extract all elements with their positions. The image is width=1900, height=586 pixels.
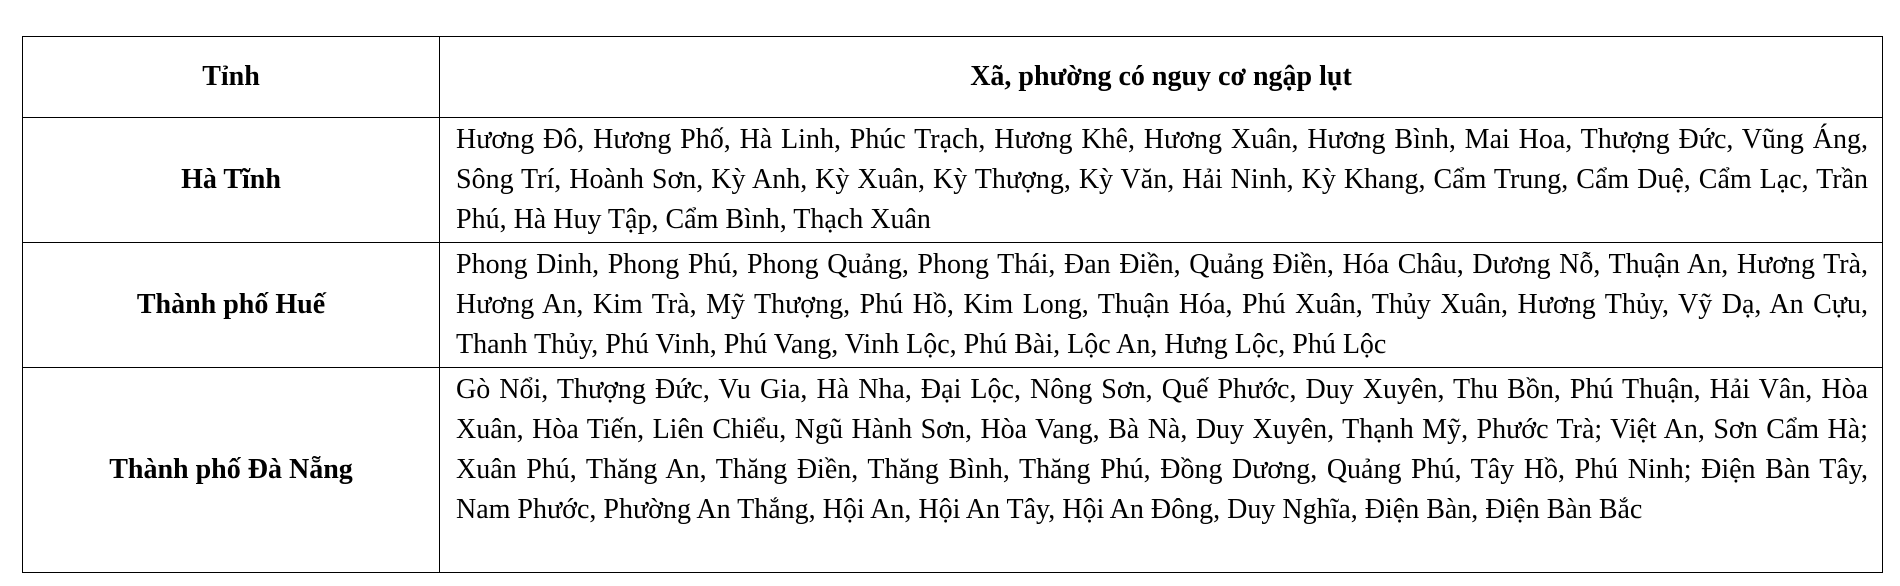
- table-row: [23, 243, 1883, 368]
- table-header-row: [23, 37, 1883, 118]
- header-wards: Xã, phường có nguy cơ ngập lụt: [440, 37, 1883, 118]
- province-cell: Thành phố Đà Nẵng: [23, 368, 440, 573]
- flood-risk-table: [22, 36, 1883, 573]
- province-cell: Hà Tĩnh: [23, 118, 440, 243]
- header-province: Tỉnh: [23, 37, 440, 118]
- wards-cell: Hương Đô, Hương Phố, Hà Linh, Phúc Trạch, Hương Khê, Hương Xuân, Hương Bình, Mai Hoa, Thượng Đức, Vũng Áng, Sông Trí, Hoành Sơn, Kỳ Anh, Kỳ Xuân, Kỳ Thượng, Kỳ Văn, Hải Ninh, Kỳ Khang, Cẩm Trung, Cẩm Duệ, Cẩm Lạc, Trần Phú, Hà Huy Tập, Cẩm Bình, Thạch Xuân: [440, 118, 1883, 243]
- wards-cell: Gò Nổi, Thượng Đức, Vu Gia, Hà Nha, Đại Lộc, Nông Sơn, Quế Phước, Duy Xuyên, Thu Bồn, Phú Thuận, Hải Vân, Hòa Xuân, Hòa Tiến, Liên Chiểu, Ngũ Hành Sơn, Hòa Vang, Bà Nà, Duy Xuyên, Thạnh Mỹ, Phước Trà; Việt An, Sơn Cẩm Hà; Xuân Phú, Thăng An, Thăng Điền, Thăng Bình, Thăng Phú, Đồng Dương, Quảng Phú, Tây Hồ, Phú Ninh; Điện Bàn Tây, Nam Phước, Phường An Thắng, Hội An, Hội An Tây, Hội An Đông, Duy Nghĩa, Điện Bàn, Điện Bàn Bắc: [440, 368, 1883, 573]
- wards-cell: Phong Dinh, Phong Phú, Phong Quảng, Phong Thái, Đan Điền, Quảng Điền, Hóa Châu, Dương Nỗ, Thuận An, Hương Trà, Hương An, Kim Trà, Mỹ Thượng, Phú Hồ, Kim Long, Thuận Hóa, Phú Xuân, Thủy Xuân, Hương Thủy, Vỹ Dạ, An Cựu, Thanh Thủy, Phú Vinh, Phú Vang, Vinh Lộc, Phú Bài, Lộc An, Hưng Lộc, Phú Lộc: [440, 243, 1883, 368]
- province-cell: Thành phố Huế: [23, 243, 440, 368]
- table-row: [23, 368, 1883, 573]
- table-row: [23, 118, 1883, 243]
